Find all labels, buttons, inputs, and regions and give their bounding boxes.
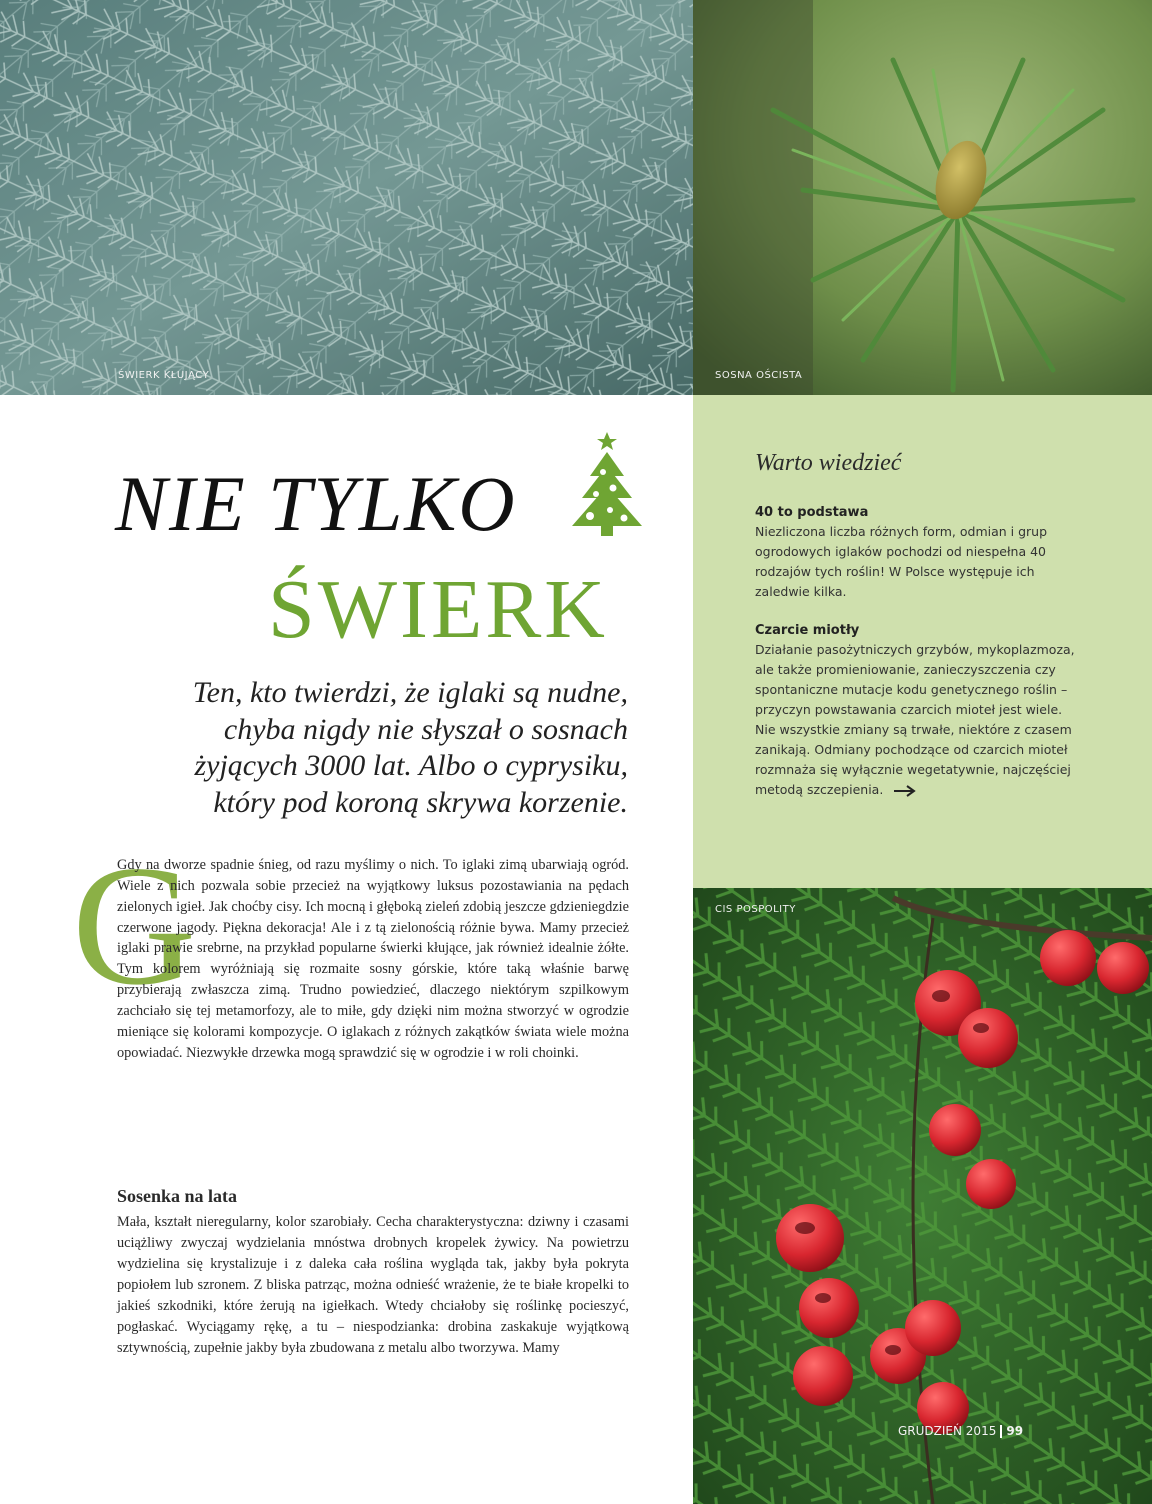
sidebar-block-text: Niezliczona liczba różnych form, odmian i grup ogrodowych iglaków pochodzi od niespełna 40 rodzajów tych roślin! W Polsce występuje ich zaledwie kilka. [755,524,1048,599]
footer-separator [1000,1425,1002,1438]
drop-cap: G [72,831,197,1021]
sidebar-title: Warto wiedzieć [755,450,902,476]
photo-pine [693,0,1152,395]
page-footer [898,1424,1023,1438]
sidebar-block-czarcie [755,623,1075,800]
sidebar-block-heading: 40 to podstawa [755,505,869,520]
lead-paragraph: Ten, kto twierdzi, że iglaki są nudne, chyba nigdy nie słyszał o sosnach żyjących 3000 lat. Albo o cyprysiku, który pod koroną skrywa korzenie. [192,676,628,819]
section-heading: Sosenka na lata [117,1186,238,1206]
photo-caption-yew: CIS POSPOLITY [715,904,796,915]
sidebar-block-40 [755,505,1075,602]
sidebar-box [693,395,1152,888]
sidebar-block-text [755,640,1075,800]
photo-blue-spruce [0,0,693,395]
page-number: 99 [1006,1424,1024,1438]
intro-paragraph: Gdy na dworze spadnie śnieg, od razu myślimy o nich. To iglaki zimą ubarwiają ogród. Wiele z nich pozwala sobie przecież na wyjątkowy luksus pozostawiania na pędach zielonych igieł. Jak choćby cisy. Ich mocną i głęboką zieleń zdobią jeszcze gdzieniegdzie czerwone jagody. Piękna dekoracja! Ale i z tą zielonością różnie bywa. Mamy przecież iglaki prawie srebrne, na przykład popularne świerki kłujące, jak również idealnie żółte. Tym kolorem wyróżniają się rozmaite sosny górskie, które taką właśnie barwę przybierają zwłaszcza zimą. Trudno powiedzieć, dlaczego niektórym szpilkowym zachciało się tej metamorfozy, ale to miłe, gdy dzięki nim można stworzyć w ogrodzie mieniące się kolorami kompozycje. O iglakach z różnych zakątków świata wiele można opowiadać. Niezwykłe drzewka mogą sprawdzić się w ogrodzie i w roli choinki. [117,857,629,1061]
arrow-right-icon [893,785,917,797]
photo-caption-pine: SOSNA OŚCISTA [715,370,803,381]
sidebar-block-heading: Czarcie miotły [755,623,860,638]
photo-yew [693,888,1152,1504]
sidebar-block-text-content: Działanie pasożytniczych grzybów, mykoplazmoza, ale także promieniowanie, zanieczyszczenia czy spontaniczne mutacje kodu genetycznego roślin – przyczyn powstawania czarcich mioteł jest wiele. Nie wszystkie zmiany są trwałe, niektóre z czasem zanikają. Odmiany pochodzące od czarcich mioteł rozmnaża się wyłącznie wegetatywnie, najczęściej metodą szczepienia. [755,642,1075,797]
photo-caption-spruce: ŚWIERK KŁUJĄCY [118,370,210,381]
page-title-line2: ŚWIERK [268,563,608,656]
christmas-tree-icon [566,430,648,540]
section-body: Mała, kształt nieregularny, kolor szarobiały. Cecha charakterystyczna: dziwny i czasami uciążliwy zwyczaj wydzielania mnóstwa drobnych kropelek żywicy. Na powietrzu wydzielina się krystalizuje i z daleka cała roślina wygląda tak, jakby była pokryta popiołem lub szronem. Z bliska patrząc, można odnieść wrażenie, że te białe kropelki to jakieś szkodniki, które żerują na igiełkach. Wtedy chciałoby się roślinkę pocieszyć, pogłaskać. Wyciągamy rękę, a tu – niespodzianka: drobina zaskakuje wyjątkową sztywnością, zupełnie jakby była zbudowana z metalu albo tworzywa. Mamy [117,1214,629,1357]
issue-date: GRUDZIEŃ 2015 [898,1424,997,1438]
page-title-line1: NIE TYLKO [115,460,517,547]
